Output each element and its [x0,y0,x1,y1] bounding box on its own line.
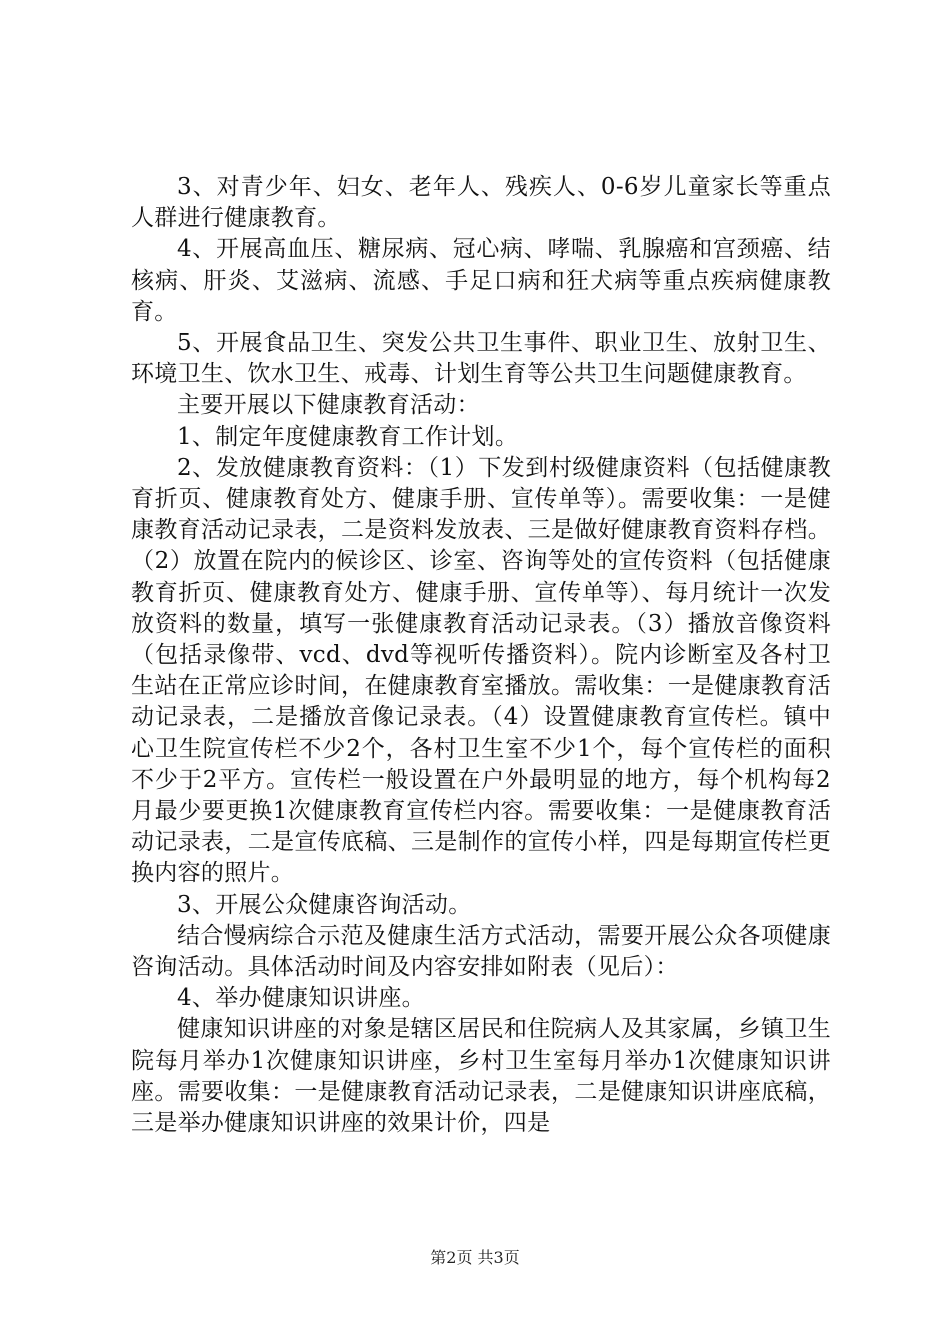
paragraph-materials: 2、发放健康教育资料：（1）下发到村级健康资料（包括健康教育折页、健康教育处方、健康手册、宣传单等）。需要收集：一是健康教育活动记录表，二是资料发放表、三是做好健康教育资料存档。（2）放置在院内的候诊区、诊室、咨询等处的宣传资料（包括健康教育折页、健康教育处方、健康手册、宣传单等）、每月统计一次发放资料的数量，填写一张健康教育活动记录表。（3）播放音像资料（包括录像带、vcd、dvd等视听传播资料）。院内诊断室及各村卫生站在正常应诊时间，在健康教育室播放。需收集：一是健康教育活动记录表，二是播放音像记录表。（4）设置健康教育宣传栏。镇中心卫生院宣传栏不少2个，各村卫生室不少1个，每个宣传栏的面积不少于2平方。宣传栏一般设置在户外最明显的地方，每个机构每2月最少要更换1次健康教育宣传栏内容。需要收集：一是健康教育活动记录表，二是宣传底稿、三是制作的宣传小样，四是每期宣传栏更换内容的照片。 [131,454,831,887]
paragraph-lecture: 健康知识讲座的对象是辖区居民和住院病人及其家属，乡镇卫生院每月举办1次健康知识讲座，乡村卫生室每月举办1次健康知识讲座。需要收集：一是健康教育活动记录表，二是健康知识讲座底稿，三是举办健康知识讲座的效果计价，四是 [131,1016,831,1137]
paragraph-annual-plan: 1、制定年度健康教育工作计划。 [177,423,519,450]
paragraph-key-diseases: 4、开展高血压、糖尿病、冠心病、哮喘、乳腺癌和宫颈癌、结核病、肝炎、艾滋病、流感、手足口病和狂犬病等重点疾病健康教育。 [131,236,831,325]
paragraph-activities-intro: 主要开展以下健康教育活动： [177,392,480,419]
paragraph-lecture-heading: 4、举办健康知识讲座。 [177,985,425,1012]
paragraph-consultation: 结合慢病综合示范及健康生活方式活动，需要开展公众各项健康咨询活动。具体活动时间及内容安排如附表（见后）： [131,922,831,981]
page-footer: 第2页 共3页 [430,1248,520,1267]
paragraph-public-health: 5、开展食品卫生、突发公共卫生事件、职业卫生、放射卫生、环境卫生、饮水卫生、戒毒、计划生育等公共卫生问题健康教育。 [131,330,831,388]
paragraph-consultation-heading: 3、开展公众健康咨询活动。 [177,891,472,918]
body-text [131,172,831,1139]
paragraph-target-groups: 3、对青少年、妇女、老年人、残疾人、0-6岁儿童家长等重点人群进行健康教育。 [131,174,831,232]
